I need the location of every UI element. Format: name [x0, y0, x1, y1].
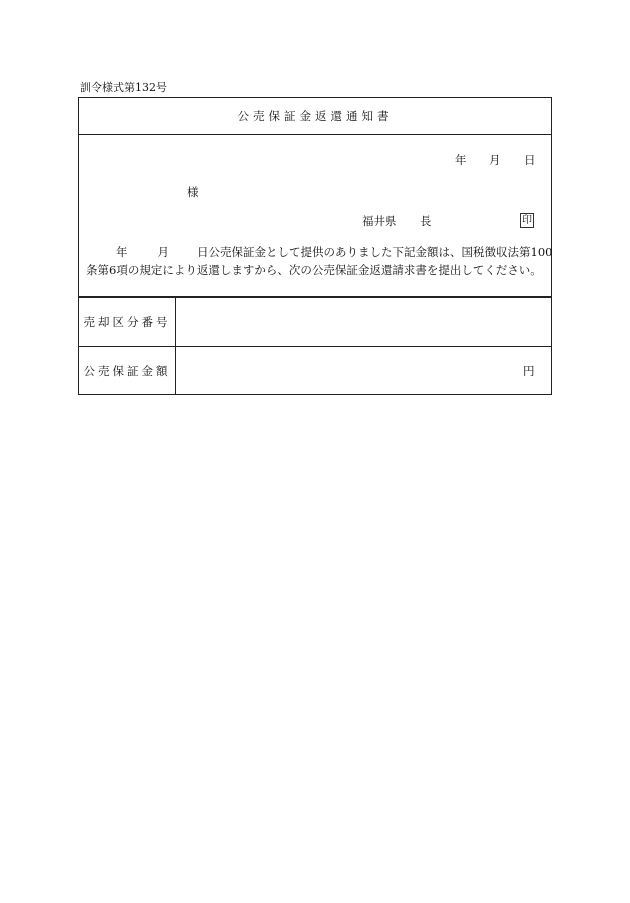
addressee-suffix: 様: [187, 185, 199, 199]
body-month-label: 月: [157, 245, 169, 259]
deposit-amount-label: 公売保証金額: [83, 364, 171, 378]
body-year-label: 年: [116, 245, 128, 259]
date-year-label: 年: [455, 153, 467, 167]
form-number: 訓令様式第132号: [80, 81, 167, 94]
date-day-label: 日: [524, 153, 536, 167]
column-divider: [175, 297, 176, 395]
section-divider: [78, 296, 552, 298]
seal-mark: 印: [522, 215, 532, 226]
body-text-1: 日公売保証金として提供のありました下記金額は、国税徴収法第100: [197, 245, 553, 259]
date-month-label: 月: [489, 153, 501, 167]
sale-section-label: 売却区分番号: [83, 315, 171, 329]
document-title: 公売保証金返還通知書: [79, 98, 551, 135]
sender-prefecture: 福井県: [362, 214, 397, 228]
body-line-1: [86, 244, 553, 260]
deposit-amount-unit: 円: [523, 364, 535, 378]
row-divider: [78, 346, 552, 347]
body-line-2: 条第6項の規定により返還しますから、次の公売保証金返還請求書を提出してください。: [86, 263, 542, 277]
sender-title: 長: [420, 214, 432, 228]
